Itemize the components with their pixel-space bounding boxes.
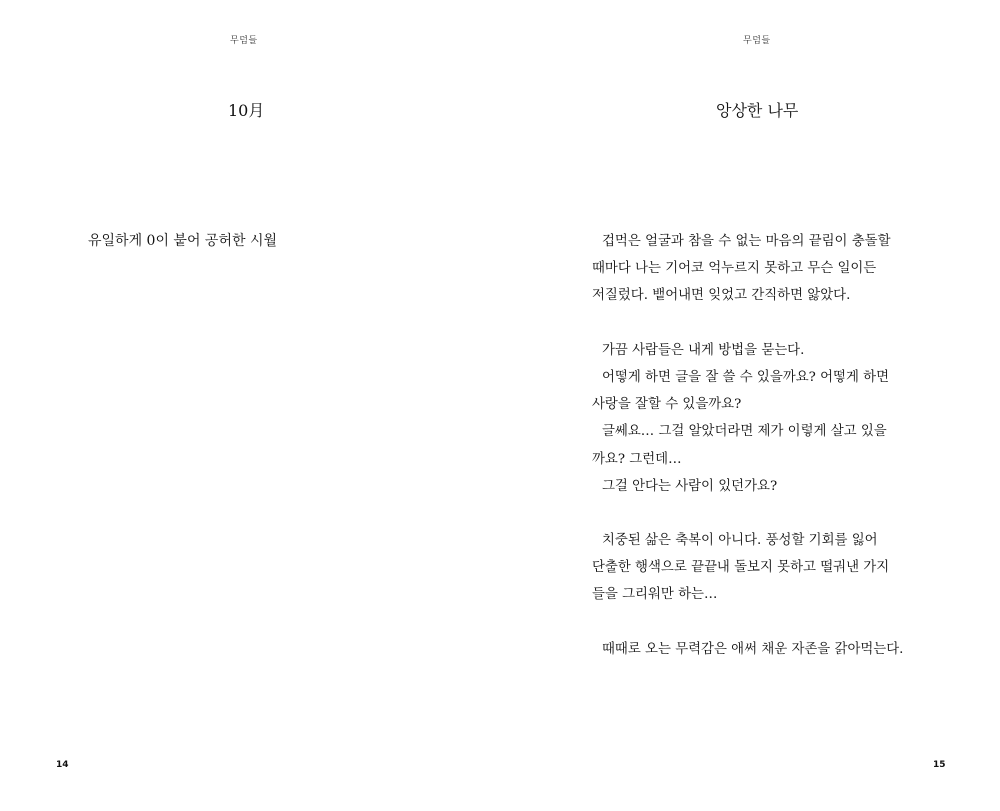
epigraph: 유일하게 0이 붙어 공허한 시월 — [88, 233, 277, 249]
running-head: 무덤들 — [743, 36, 771, 46]
text-line: 치중된 삶은 축복이 아니다. 풍성할 기회를 잃어 — [602, 533, 878, 549]
page-number: 15 — [933, 760, 946, 770]
chapter-title: 앙상한 나무 — [716, 101, 799, 120]
text-line: 어떻게 하면 글을 잘 쓸 수 있을까요? 어떻게 하면 — [602, 369, 890, 385]
chapter-title: 10月 — [228, 101, 265, 120]
page-number: 14 — [56, 760, 69, 770]
text-line: 때때로 오는 무력감은 애써 채운 자존을 갉아먹는다. — [602, 641, 904, 657]
text-line: 사랑을 잘할 수 있을까요? — [592, 397, 742, 413]
paragraph-gap — [592, 500, 922, 527]
right-page — [500, 0, 1000, 811]
text-line: 그걸 안다는 사람이 있던가요? — [602, 478, 778, 494]
text-line: 가끔 사람들은 내게 방법을 묻는다. — [602, 342, 805, 358]
text-line: 저질렀다. 뱉어내면 잊었고 간직하면 앓았다. — [592, 288, 851, 304]
body-text — [592, 228, 922, 663]
text-line: 단출한 행색으로 끝끝내 돌보지 못하고 떨궈낸 가지 — [592, 560, 890, 576]
text-line: 글쎄요… 그걸 알았더라면 제가 이렇게 살고 있을 — [602, 424, 887, 440]
text-line: 까요? 그런데… — [592, 451, 682, 467]
paragraph-gap — [592, 609, 922, 636]
text-line: 겁먹은 얼굴과 참을 수 없는 마음의 끝림이 충돌할 — [602, 234, 891, 249]
text-line: 때마다 나는 기어코 억누르지 못하고 무슨 일이든 — [592, 261, 877, 277]
text-line: 들을 그리워만 하는… — [592, 587, 718, 603]
running-head: 무덤들 — [230, 36, 258, 46]
paragraph-gap — [592, 310, 922, 337]
